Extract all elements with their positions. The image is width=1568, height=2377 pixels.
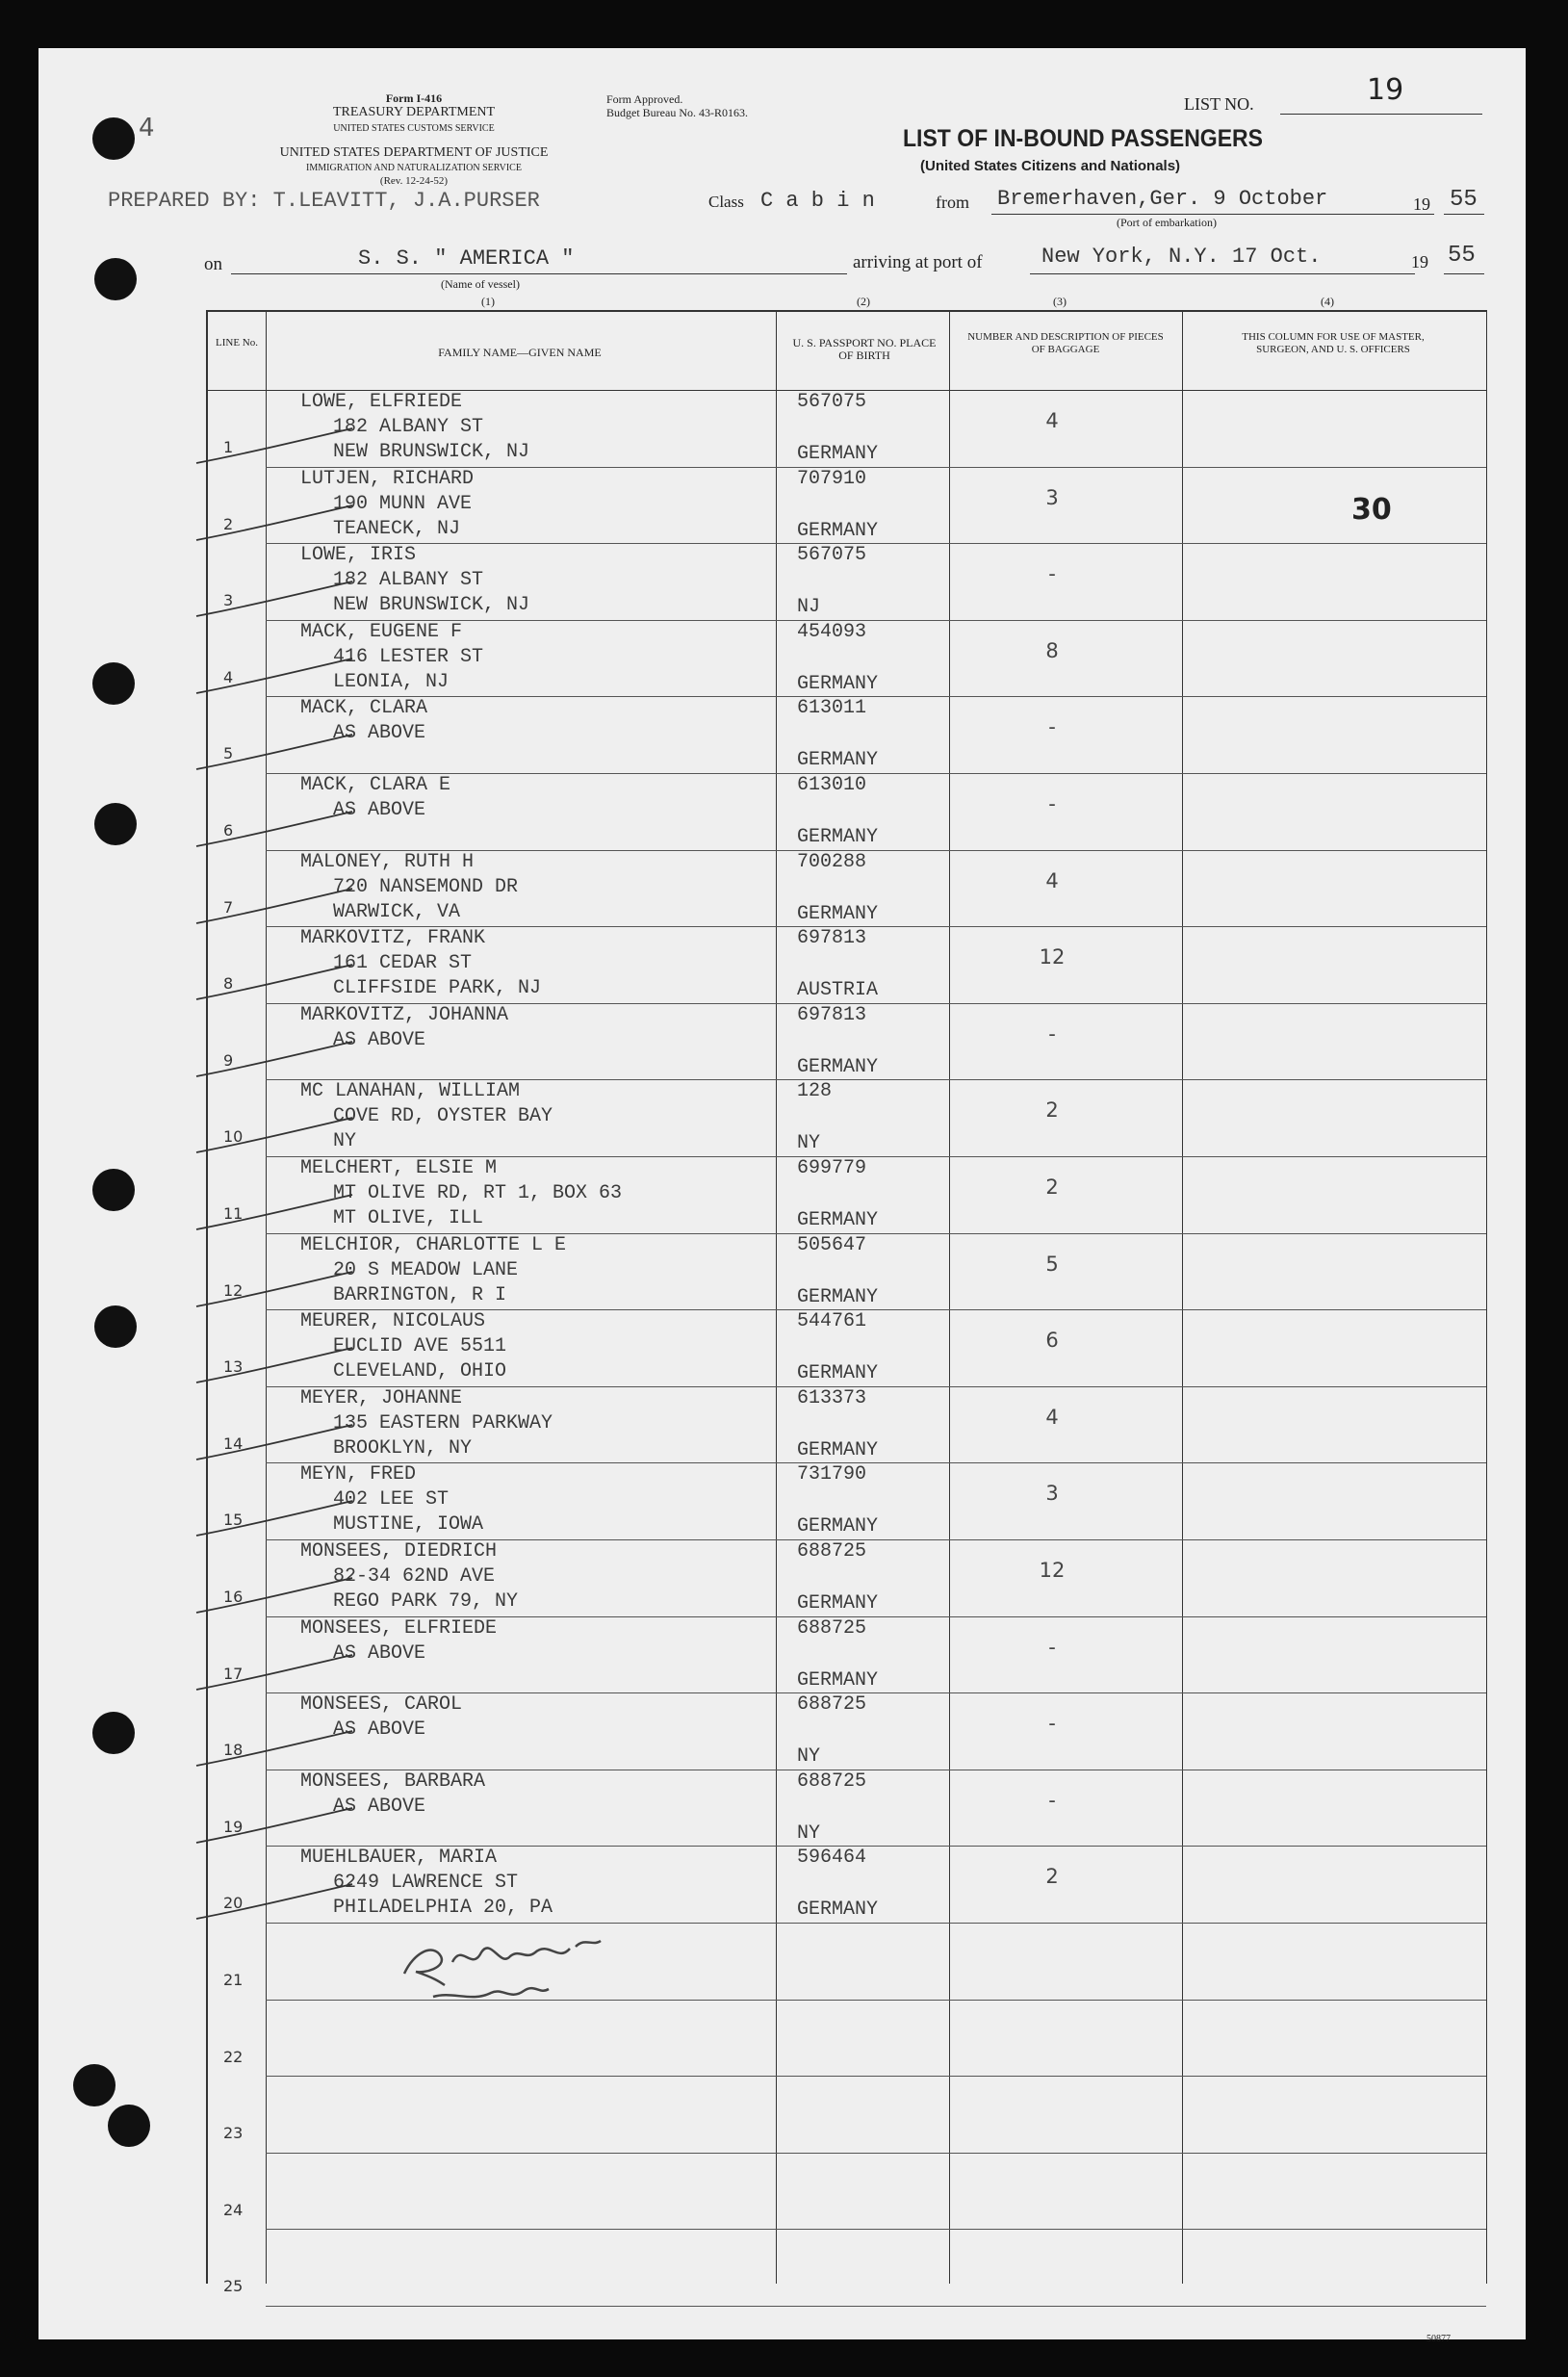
line-number: 22 <box>223 2047 244 2066</box>
baggage-count: 6 <box>1045 1329 1059 1353</box>
address-line-1: 135 EASTERN PARKWAY <box>333 1411 553 1434</box>
line-number: 17 <box>223 1664 244 1683</box>
year-prefix-2: 19 <box>1411 252 1428 271</box>
address-line-1: 20 S MEADOW LANE <box>333 1258 519 1281</box>
baggage-count: 8 <box>1045 638 1059 662</box>
check-mark-icon <box>189 1497 381 1545</box>
punch-hole <box>73 2064 116 2106</box>
check-mark-icon <box>189 1574 381 1622</box>
line-number: 23 <box>223 2124 244 2143</box>
table-top-rule <box>206 310 1486 312</box>
arrival-port: New York, N.Y. 17 Oct. <box>1041 245 1322 269</box>
passport-number: 544761 <box>797 1310 867 1333</box>
embarkation: Bremerhaven,Ger. 9 October <box>997 187 1328 211</box>
col-3-number: (3) <box>1053 295 1067 308</box>
header-line-no: LINE No. <box>216 337 258 349</box>
check-mark-icon <box>189 731 381 779</box>
place-of-birth: AUSTRIA <box>797 979 879 1002</box>
year-prefix-1: 19 <box>1413 194 1430 214</box>
check-mark-icon <box>189 1651 381 1699</box>
baggage-count: 12 <box>1039 945 1066 969</box>
address-line-1: AS ABOVE <box>333 799 426 821</box>
year-2: 55 <box>1448 243 1476 269</box>
header-name: FAMILY NAME—GIVEN NAME <box>438 346 602 359</box>
baggage-count: 4 <box>1045 1405 1059 1429</box>
passenger-name: MACK, EUGENE F <box>300 620 463 643</box>
check-mark-icon <box>189 1191 381 1239</box>
address-line-2: CLEVELAND, OHIO <box>333 1360 507 1383</box>
passenger-name: MACK, CLARA <box>300 697 428 720</box>
row-rule <box>266 2306 1486 2307</box>
line-number: 3 <box>223 591 234 610</box>
place-of-birth: GERMANY <box>797 519 879 542</box>
place-of-birth: NY <box>797 1822 821 1845</box>
address-line-2: PHILADELPHIA 20, PA <box>333 1897 553 1920</box>
check-mark-icon <box>189 1268 381 1316</box>
place-of-birth: GERMANY <box>797 672 879 695</box>
place-of-birth: GERMANY <box>797 1055 879 1078</box>
place-of-birth: GERMANY <box>797 1668 879 1692</box>
line-number: 2 <box>223 514 234 533</box>
passport-number: 128 <box>797 1080 833 1103</box>
baggage-count: - <box>1048 1788 1056 1812</box>
corner-mark: 4 <box>139 114 155 142</box>
address-line-1: 161 CEDAR ST <box>333 952 473 975</box>
place-of-birth: GERMANY <box>797 1592 879 1615</box>
passport-number: 596464 <box>797 1847 867 1870</box>
address-line-1: COVE RD, OYSTER BAY <box>333 1105 553 1128</box>
passport-number: 454093 <box>797 620 867 643</box>
passenger-name: MEURER, NICOLAUS <box>300 1310 486 1333</box>
signature-text <box>433 1943 439 1944</box>
passport-number: 613011 <box>797 697 867 720</box>
punch-hole <box>92 1169 135 1211</box>
place-of-birth: GERMANY <box>797 902 879 925</box>
address-line-1: 402 LEE ST <box>333 1488 450 1511</box>
line-number: 25 <box>223 2277 244 2296</box>
check-mark-icon <box>189 1114 381 1162</box>
check-mark-icon <box>189 885 381 933</box>
line-number: 13 <box>223 1357 244 1377</box>
passport-number: 697813 <box>797 927 867 950</box>
passport-number: 707910 <box>797 467 867 490</box>
place-of-birth: GERMANY <box>797 1362 879 1385</box>
address-line-1: 82-34 62ND AVE <box>333 1565 496 1588</box>
place-of-birth: GERMANY <box>797 1285 879 1308</box>
passport-number: 688725 <box>797 1616 867 1640</box>
line-number: 7 <box>223 897 234 917</box>
row-rule <box>266 2153 1486 2154</box>
passenger-name: MUEHLBAUER, MARIA <box>300 1847 498 1870</box>
baggage-count: - <box>1048 1712 1056 1736</box>
address-line-2: TEANECK, NJ <box>333 517 461 540</box>
address-line-2: BROOKLYN, NY <box>333 1436 473 1460</box>
row-rule <box>266 2076 1486 2077</box>
officer-note: 30 <box>1351 493 1392 527</box>
address-line-1: AS ABOVE <box>333 1028 426 1051</box>
baggage-count: 4 <box>1045 868 1059 892</box>
line-number: 4 <box>223 667 234 686</box>
check-mark-icon <box>189 808 381 856</box>
line-number: 11 <box>223 1204 244 1223</box>
line-number: 8 <box>223 974 234 994</box>
address-line-2: MT OLIVE, ILL <box>333 1207 484 1229</box>
page-title: LIST OF IN-BOUND PASSENGERS <box>903 125 1263 152</box>
address-line-2: REGO PARK 79, NY <box>333 1590 519 1613</box>
list-number: 19 <box>1367 73 1404 107</box>
on-label: on <box>204 254 222 274</box>
passenger-name: MONSEES, CAROL <box>300 1693 463 1717</box>
header-passport: U. S. PASSPORT NO. PLACE OF BIRTH <box>792 336 937 362</box>
passport-number: 613373 <box>797 1386 867 1409</box>
place-of-birth: NY <box>797 1745 821 1769</box>
signature <box>395 1914 645 2020</box>
footer-code: 50877 <box>1427 2334 1451 2344</box>
check-mark-icon <box>189 1038 381 1086</box>
baggage-count: 12 <box>1039 1559 1066 1582</box>
passenger-name: MEYN, FRED <box>300 1463 417 1486</box>
address-line-2: MUSTINE, IOWA <box>333 1513 484 1537</box>
line-number: 10 <box>223 1127 244 1147</box>
baggage-count: 5 <box>1045 1252 1059 1276</box>
passport-number: 505647 <box>797 1233 867 1256</box>
passenger-name: MELCHERT, ELSIE M <box>300 1157 498 1179</box>
address-line-1: AS ABOVE <box>333 1641 426 1665</box>
class-label: Class <box>708 193 744 211</box>
passport-number: 697813 <box>797 1003 867 1026</box>
place-of-birth: GERMANY <box>797 1899 879 1922</box>
passenger-name: MALONEY, RUTH H <box>300 850 475 873</box>
class-value: C a b i n <box>760 189 875 213</box>
line-number: 18 <box>223 1741 244 1760</box>
passenger-name: MC LANAHAN, WILLIAM <box>300 1080 521 1103</box>
check-mark-icon <box>189 425 381 473</box>
baggage-count: 4 <box>1045 409 1059 432</box>
address-line-2: CLIFFSIDE PARK, NJ <box>333 977 542 1000</box>
line-number: 21 <box>223 1971 244 1989</box>
line-number: 16 <box>223 1588 244 1606</box>
punch-hole <box>92 117 135 160</box>
passenger-name: MARKOVITZ, FRANK <box>300 927 486 950</box>
page-subtitle: (United States Citizens and Nationals) <box>920 158 1181 174</box>
col-4-number: (4) <box>1321 295 1334 308</box>
passenger-name: MEYER, JOHANNE <box>300 1386 463 1409</box>
col-2-number: (2) <box>857 295 870 308</box>
vessel-caption: (Name of vessel) <box>441 277 520 291</box>
passenger-name: MONSEES, BARBARA <box>300 1770 486 1793</box>
passenger-name: MACK, CLARA E <box>300 774 451 796</box>
address-line-2: NY <box>333 1130 357 1153</box>
col-1-number: (1) <box>481 295 495 308</box>
punch-hole <box>94 803 137 845</box>
passport-number: 613010 <box>797 774 867 796</box>
revision: (Rev. 12-24-52) <box>379 175 449 187</box>
line-number: 12 <box>223 1280 244 1300</box>
baggage-count: - <box>1048 715 1056 739</box>
prepared-by: PREPARED BY: T.LEAVITT, J.A.PURSER <box>108 189 540 213</box>
port-embarkation-caption: (Port of embarkation) <box>1117 216 1217 229</box>
list-no-label: LIST NO. <box>1184 94 1254 114</box>
header-baggage: NUMBER AND DESCRIPTION OF PIECES OF BAGGAGE <box>967 331 1164 355</box>
check-mark-icon <box>189 961 381 1009</box>
customs-service: UNITED STATES CUSTOMS SERVICE <box>333 123 495 134</box>
baggage-count: 2 <box>1045 1176 1059 1199</box>
place-of-birth: NY <box>797 1132 821 1155</box>
baggage-count: - <box>1048 792 1056 815</box>
place-of-birth: GERMANY <box>797 1515 879 1538</box>
address-line-1: 720 NANSEMOND DR <box>333 875 519 898</box>
punch-hole <box>94 1305 137 1348</box>
place-of-birth: GERMANY <box>797 443 879 465</box>
from-label: from <box>936 193 969 212</box>
address-line-1: 190 MUNN AVE <box>333 492 473 515</box>
check-mark-icon <box>189 655 381 703</box>
passenger-name: LUTJEN, RICHARD <box>300 467 475 490</box>
passport-number: 688725 <box>797 1540 867 1563</box>
passport-number: 700288 <box>797 850 867 873</box>
address-line-2: LEONIA, NJ <box>333 670 450 693</box>
address-line-1: 6249 LAWRENCE ST <box>333 1872 519 1895</box>
passport-number: 699779 <box>797 1157 867 1179</box>
address-line-2: NEW BRUNSWICK, NJ <box>333 441 530 463</box>
passenger-name: MARKOVITZ, JOHANNA <box>300 1003 509 1026</box>
address-line-2: BARRINGTON, R I <box>333 1283 507 1306</box>
budget-bureau: Budget Bureau No. 43-R0163. <box>606 106 748 119</box>
punch-hole <box>94 258 137 300</box>
baggage-count: - <box>1048 1635 1056 1659</box>
form-number: Form I-416 <box>385 91 443 105</box>
address-line-2: NEW BRUNSWICK, NJ <box>333 594 530 617</box>
line-number: 5 <box>223 744 234 763</box>
line-number: 6 <box>223 821 234 840</box>
ins: IMMIGRATION AND NATURALIZATION SERVICE <box>306 163 522 173</box>
address-line-1: 182 ALBANY ST <box>333 416 484 438</box>
baggage-count: 3 <box>1045 1482 1059 1506</box>
form-approved: Form Approved. <box>606 92 683 106</box>
passport-number: 567075 <box>797 544 867 567</box>
punch-hole <box>92 662 135 705</box>
check-mark-icon <box>189 578 381 626</box>
baggage-count: 3 <box>1045 485 1059 509</box>
address-line-1: EUCLID AVE 5511 <box>333 1335 507 1358</box>
address-line-1: 182 ALBANY ST <box>333 569 484 592</box>
line-number: 20 <box>223 1894 244 1913</box>
passport-number: 688725 <box>797 1770 867 1793</box>
doj: UNITED STATES DEPARTMENT OF JUSTICE <box>279 145 549 160</box>
check-mark-icon <box>189 1421 381 1469</box>
line-number: 15 <box>223 1511 244 1530</box>
baggage-count: - <box>1048 562 1056 586</box>
line-number: 9 <box>223 1050 234 1070</box>
place-of-birth: GERMANY <box>797 826 879 848</box>
check-mark-icon <box>189 1344 381 1392</box>
treasury-dept: TREASURY DEPARTMENT <box>332 105 496 119</box>
passenger-name: MONSEES, DIEDRICH <box>300 1540 498 1563</box>
line-number: 24 <box>223 2200 244 2219</box>
row-rule <box>266 2229 1486 2230</box>
passport-number: 567075 <box>797 391 867 413</box>
place-of-birth: NJ <box>797 596 821 619</box>
baggage-count: 2 <box>1045 1865 1059 1889</box>
place-of-birth: GERMANY <box>797 1438 879 1461</box>
year-1: 55 <box>1450 187 1478 213</box>
line-number: 14 <box>223 1434 244 1453</box>
address-line-1: AS ABOVE <box>333 1718 426 1742</box>
header-officers: THIS COLUMN FOR USE OF MASTER, SURGEON, AND U. S. OFFICERS <box>1242 331 1425 355</box>
baggage-count: - <box>1048 1021 1056 1046</box>
passenger-name: MONSEES, ELFRIEDE <box>300 1616 498 1640</box>
punch-hole <box>92 1712 135 1754</box>
address-line-1: AS ABOVE <box>333 722 426 745</box>
passport-number: 688725 <box>797 1693 867 1717</box>
address-line-1: AS ABOVE <box>333 1795 426 1818</box>
vessel-name: S. S. " AMERICA " <box>358 246 575 271</box>
passenger-name: LOWE, ELFRIEDE <box>300 391 463 413</box>
place-of-birth: GERMANY <box>797 1209 879 1231</box>
punch-hole <box>108 2105 150 2147</box>
check-mark-icon <box>189 502 381 550</box>
passenger-name: LOWE, IRIS <box>300 544 417 567</box>
place-of-birth: GERMANY <box>797 749 879 772</box>
line-number: 19 <box>223 1817 244 1836</box>
arriving-label: arriving at port of <box>853 252 983 272</box>
signature-text-2 <box>433 1983 438 1984</box>
address-line-1: 416 LESTER ST <box>333 645 484 668</box>
check-mark-icon <box>189 1804 381 1852</box>
address-line-1: MT OLIVE RD, RT 1, BOX 63 <box>333 1182 623 1204</box>
address-line-2: WARWICK, VA <box>333 900 461 923</box>
line-number: 1 <box>223 438 234 456</box>
check-mark-icon <box>189 1727 381 1775</box>
check-mark-icon <box>189 1880 381 1928</box>
baggage-count: 2 <box>1045 1098 1059 1123</box>
passenger-name: MELCHIOR, CHARLOTTE L E <box>300 1233 567 1256</box>
passport-number: 731790 <box>797 1463 867 1486</box>
